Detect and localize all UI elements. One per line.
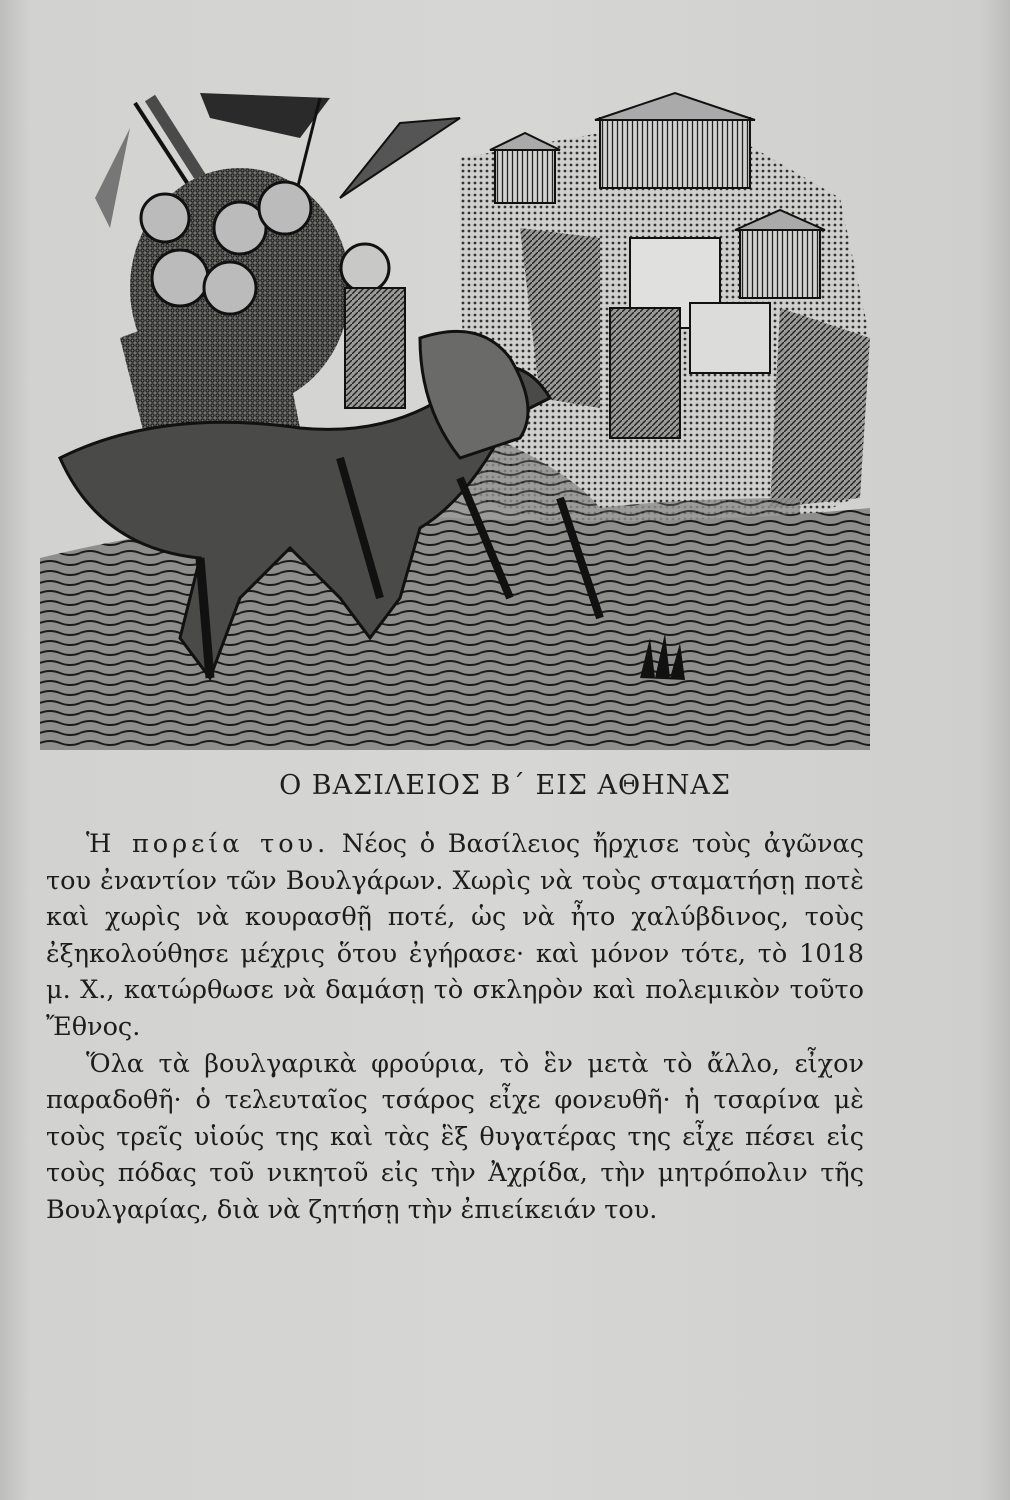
paragraph-1: [46, 826, 864, 1046]
chapter-title: Ο ΒΑΣΙΛΕΙΟΣ Β΄ ΕΙΣ ΑΘΗΝΑΣ: [279, 770, 731, 801]
temple-building: [600, 118, 750, 188]
body-text: [46, 826, 864, 1229]
paragraph-heading: Ἡ πορεία του.: [86, 829, 330, 859]
paragraph-2: Ὅλα τὰ βουλγαρικὰ φρούρια, τὸ ἓν μετὰ τὸ ἄλλο, εἶχον παραδοθῆ· ὁ τελευταῖος τσάρος εἶχε φονευθῆ· ἡ τσαρίνα μὲ τοὺς τρεῖς υἱούς της καὶ τὰς ἓξ θυγατέρας της εἶχε πέσει εἰς τοὺς πόδας τοῦ νικητοῦ εἰς τὴν Ἀχρίδα, τὴν μητρόπολιν τῆς Βουλγαρίας, διὰ νὰ ζητήσῃ τὴν ἐπιείκειάν του.: [46, 1048, 864, 1225]
woodcut-illustration: [40, 78, 870, 750]
paragraph-1-body: Νέος ὁ Βασίλειος ἤρχισε τοὺς ἀγῶνας του ἐναντίον τῶν Βουλγάρων. Χωρὶς νὰ τοὺς σταματήσῃ ποτὲ καὶ χωρὶς νὰ κουρασθῇ ποτέ, ὡς νὰ ἦτο χαλύβδινος, τοὺς ἐξηκολούθησε μέχρις ὅτου ἐγήρασε· καὶ μόνον τότε, τὸ 1018 μ. Χ., κατώρθωσε νὰ δαμάσῃ τὸ σκληρὸν καὶ πολεμικὸν τοῦτο Ἔθνος.: [46, 829, 864, 1042]
